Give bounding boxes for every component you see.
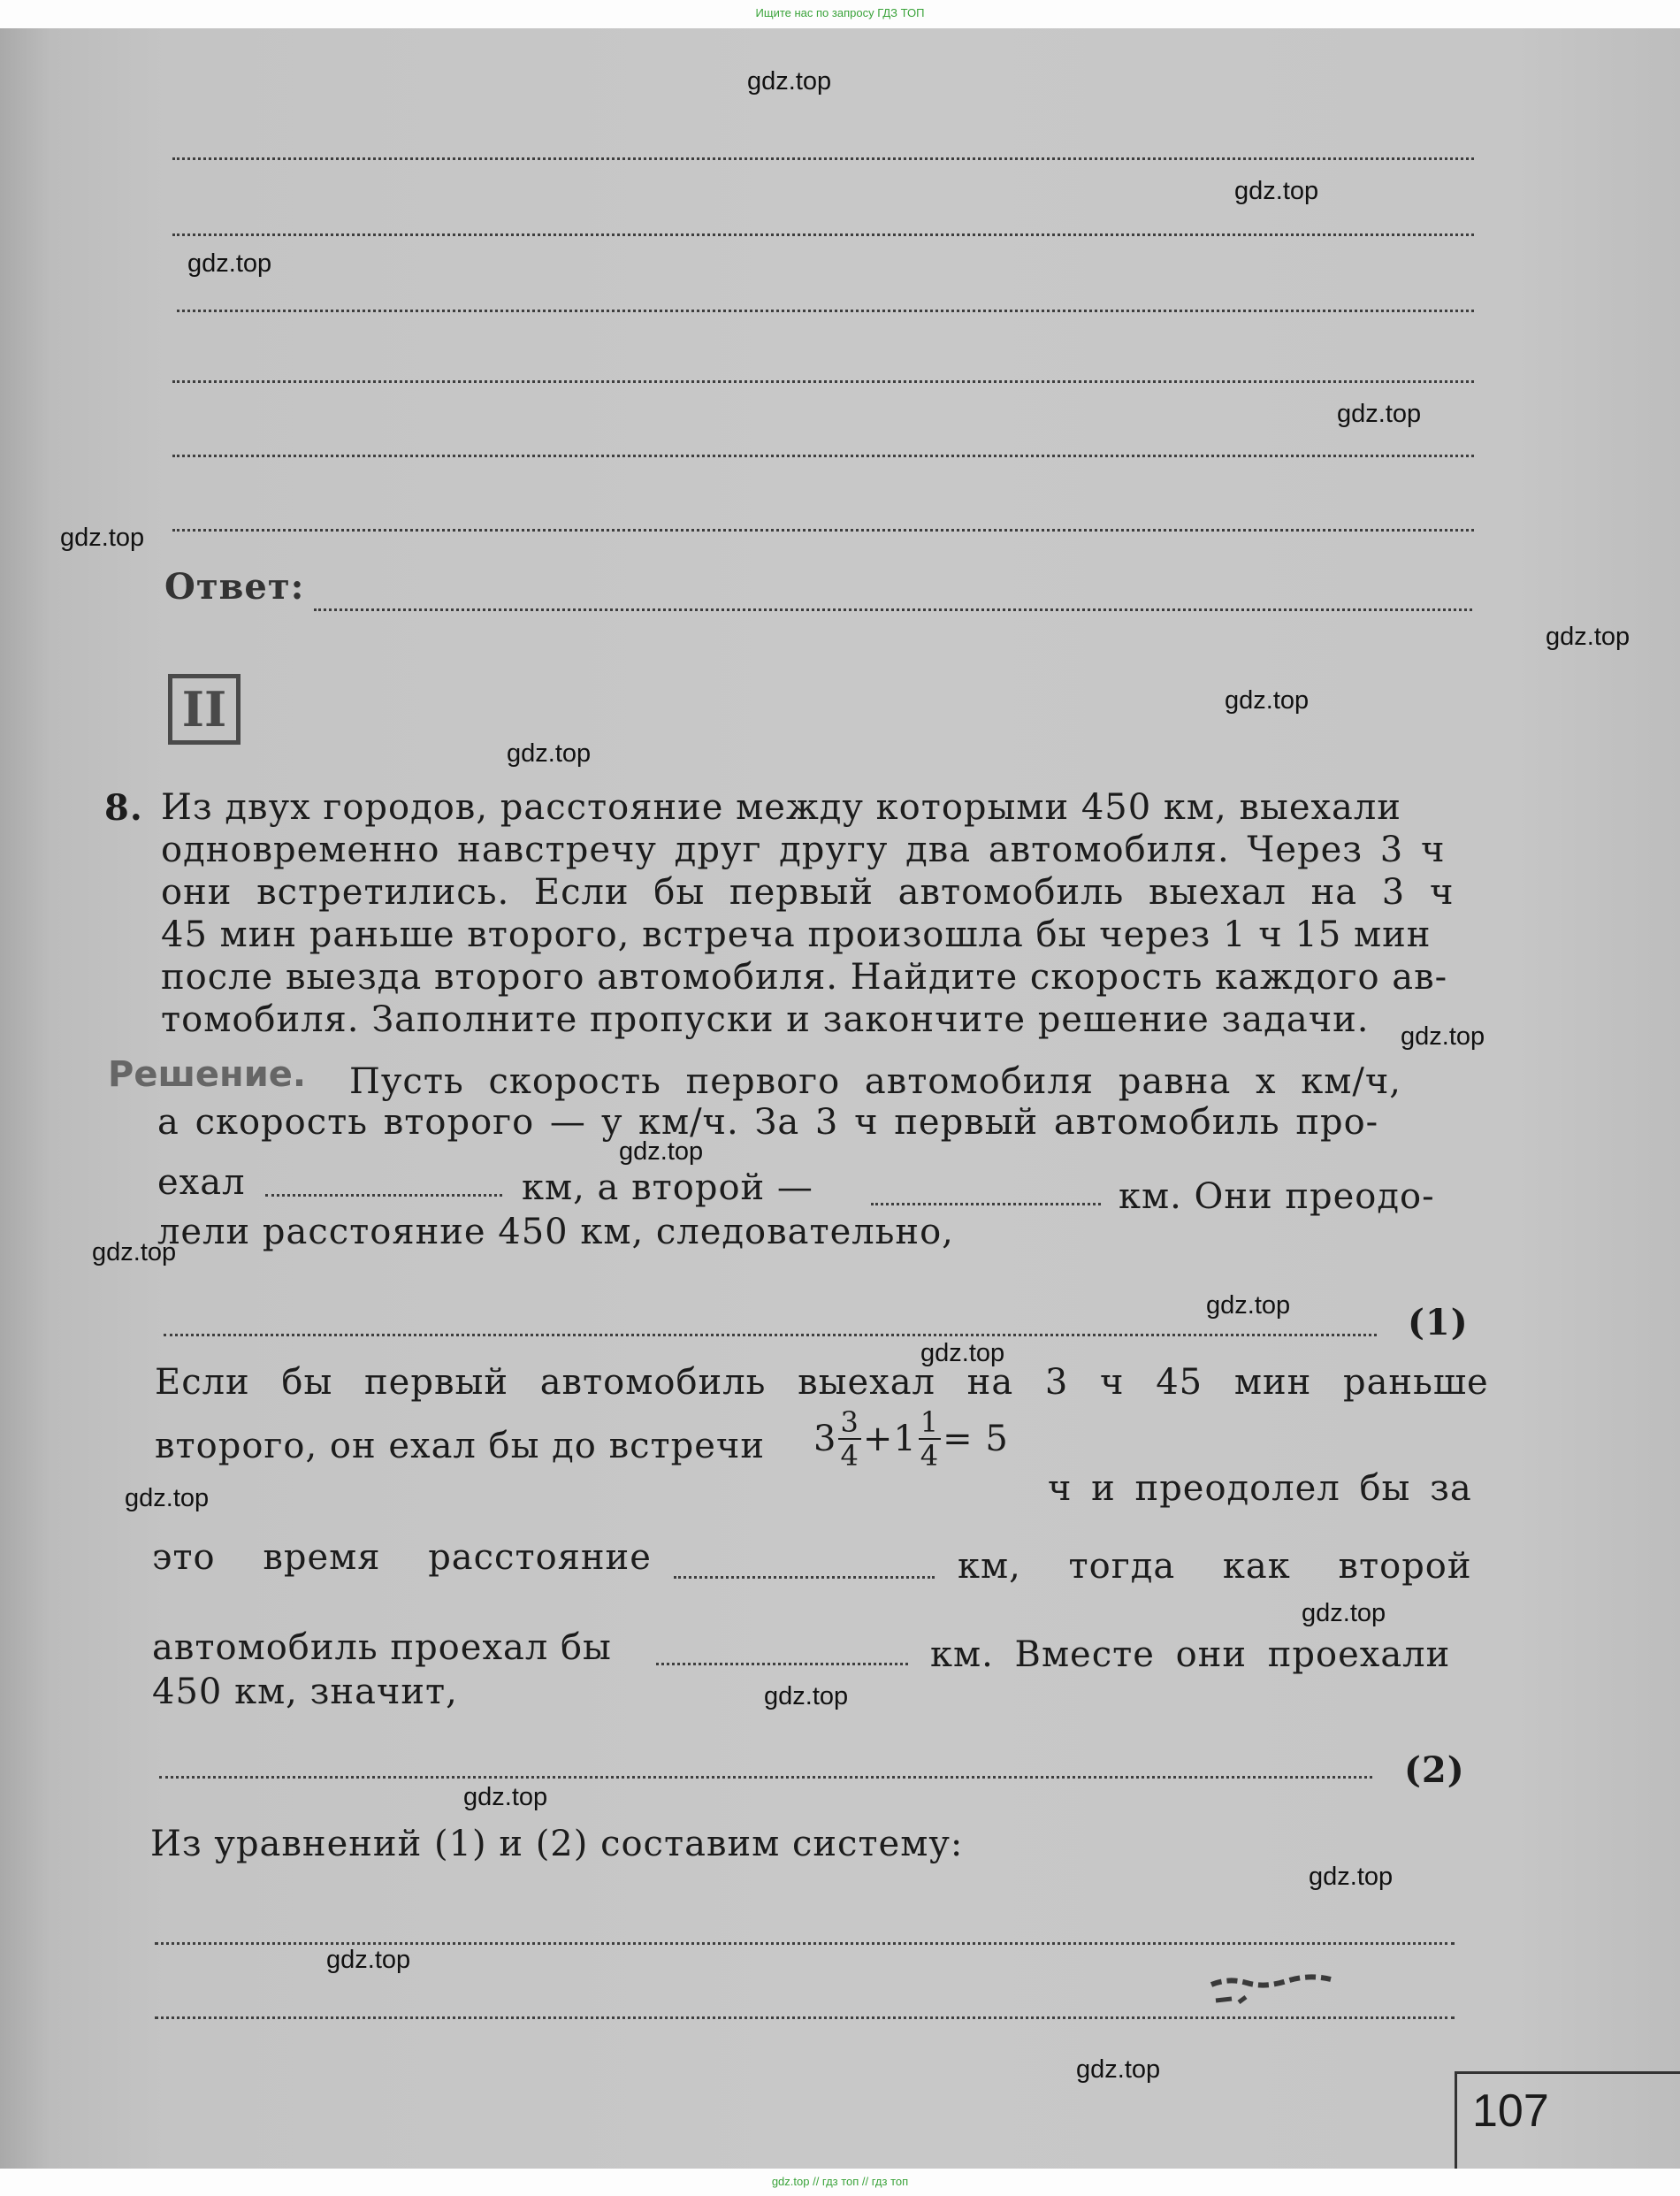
- watermark: gdz.top: [747, 67, 832, 96]
- equation-number: (1): [1408, 1302, 1469, 1343]
- top-banner: Ищите нас по запросу ГДЗ ТОП: [0, 0, 1680, 28]
- watermark: gdz.top: [1309, 1863, 1394, 1891]
- solution-text-line: Пусть скорость первого автомобиля равна x км/ч,: [349, 1061, 1402, 1102]
- task-text-line: Из двух городов, расстояние между которыми 450 км, выехали: [161, 787, 1401, 828]
- ink-smudge: [1207, 1974, 1340, 2014]
- task-number: 8.: [104, 787, 143, 829]
- blank-line: [172, 529, 1474, 532]
- blank-line: [172, 233, 1474, 236]
- watermark: gdz.top: [326, 1946, 411, 1974]
- solution-text: второго, он ехал бы до встречи: [155, 1426, 766, 1466]
- equals-result: = 5: [943, 1419, 1009, 1459]
- watermark: gdz.top: [1225, 686, 1310, 715]
- watermark: gdz.top: [507, 739, 592, 768]
- fraction: [838, 1406, 860, 1472]
- watermark: gdz.top: [920, 1339, 1005, 1367]
- task-text-line: одновременно навстречу друг другу два автомобиля. Через 3 ч: [161, 830, 1446, 870]
- answer-label: Ответ:: [164, 566, 305, 608]
- bottom-banner: gdz.top // гдз топ // гдз топ: [0, 2169, 1680, 2196]
- system-blank-line[interactable]: [155, 1942, 1455, 1945]
- solution-text: ехал: [157, 1162, 246, 1203]
- blank-field[interactable]: [656, 1663, 908, 1665]
- watermark: gdz.top: [1546, 623, 1630, 651]
- watermark: gdz.top: [1337, 400, 1422, 428]
- watermark: gdz.top: [1401, 1022, 1485, 1051]
- fraction: [919, 1406, 941, 1472]
- watermark: gdz.top: [92, 1238, 177, 1266]
- task-text-line: после выезда второго автомобиля. Найдите скорость каждого ав-: [161, 957, 1448, 998]
- equation-number: (2): [1404, 1749, 1465, 1791]
- denominator: 4: [920, 1439, 940, 1473]
- page-number: 107: [1472, 2085, 1549, 2137]
- watermark: gdz.top: [60, 524, 145, 552]
- solution-text-line: Из уравнений (1) и (2) составим систему:: [150, 1824, 964, 1864]
- watermark: gdz.top: [764, 1682, 849, 1710]
- watermark: gdz.top: [125, 1484, 210, 1512]
- blank-line: [172, 455, 1474, 457]
- blank-line: [172, 157, 1474, 160]
- blank-field[interactable]: [265, 1194, 502, 1197]
- plus-sign: +: [862, 1419, 894, 1459]
- equation-blank-line[interactable]: [159, 1776, 1372, 1779]
- solution-text: автомобиль проехал бы: [152, 1627, 612, 1668]
- watermark: gdz.top: [1206, 1291, 1291, 1320]
- mixed-number-expression: [813, 1406, 1009, 1472]
- equation-blank-line[interactable]: [164, 1334, 1377, 1336]
- blank-field[interactable]: [674, 1576, 935, 1579]
- blank-line: [172, 380, 1474, 383]
- numerator: 1: [920, 1405, 940, 1439]
- solution-text: км, а второй —: [522, 1167, 813, 1208]
- blank-line: [177, 310, 1474, 312]
- watermark: gdz.top: [463, 1783, 548, 1811]
- solution-text: км. Вместе они проехали: [930, 1634, 1451, 1675]
- section-mark: II: [168, 674, 241, 745]
- numerator: 3: [840, 1405, 859, 1439]
- task-text-line: томобиля. Заполните пропуски и закончите решение задачи.: [161, 999, 1370, 1040]
- solution-text: это время расстояние: [152, 1537, 652, 1578]
- system-blank-line[interactable]: [155, 2016, 1455, 2019]
- whole-part: 3: [813, 1419, 837, 1459]
- task-text-line: они встретились. Если бы первый автомобиль выехал на 3 ч: [161, 872, 1455, 913]
- denominator: 4: [840, 1439, 859, 1473]
- solution-text: ч и преодолел бы за: [1048, 1468, 1472, 1509]
- solution-text-line: 450 км, значит,: [152, 1672, 458, 1712]
- whole-part: 1: [893, 1419, 917, 1459]
- solution-text-line: Если бы первый автомобиль выехал на 3 ч 45 мин раньше: [155, 1362, 1489, 1403]
- watermark: gdz.top: [1302, 1599, 1386, 1627]
- solution-text: км. Они преодо-: [1119, 1176, 1435, 1217]
- solution-label: Решение.: [108, 1054, 307, 1095]
- solution-text: км, тогда как второй: [958, 1546, 1472, 1587]
- watermark: gdz.top: [1234, 177, 1319, 205]
- workbook-page: [0, 28, 1680, 2169]
- task-text-line: 45 мин раньше второго, встреча произошла бы через 1 ч 15 мин: [161, 914, 1432, 955]
- watermark: gdz.top: [187, 249, 272, 278]
- watermark: gdz.top: [619, 1137, 704, 1166]
- answer-blank-line: [314, 608, 1472, 611]
- solution-text-line: а скорость второго — y км/ч. За 3 ч первый автомобиль про-: [157, 1102, 1379, 1143]
- watermark: gdz.top: [1076, 2055, 1161, 2084]
- solution-text-line: лели расстояние 450 км, следовательно,: [157, 1212, 954, 1252]
- blank-field[interactable]: [871, 1203, 1101, 1205]
